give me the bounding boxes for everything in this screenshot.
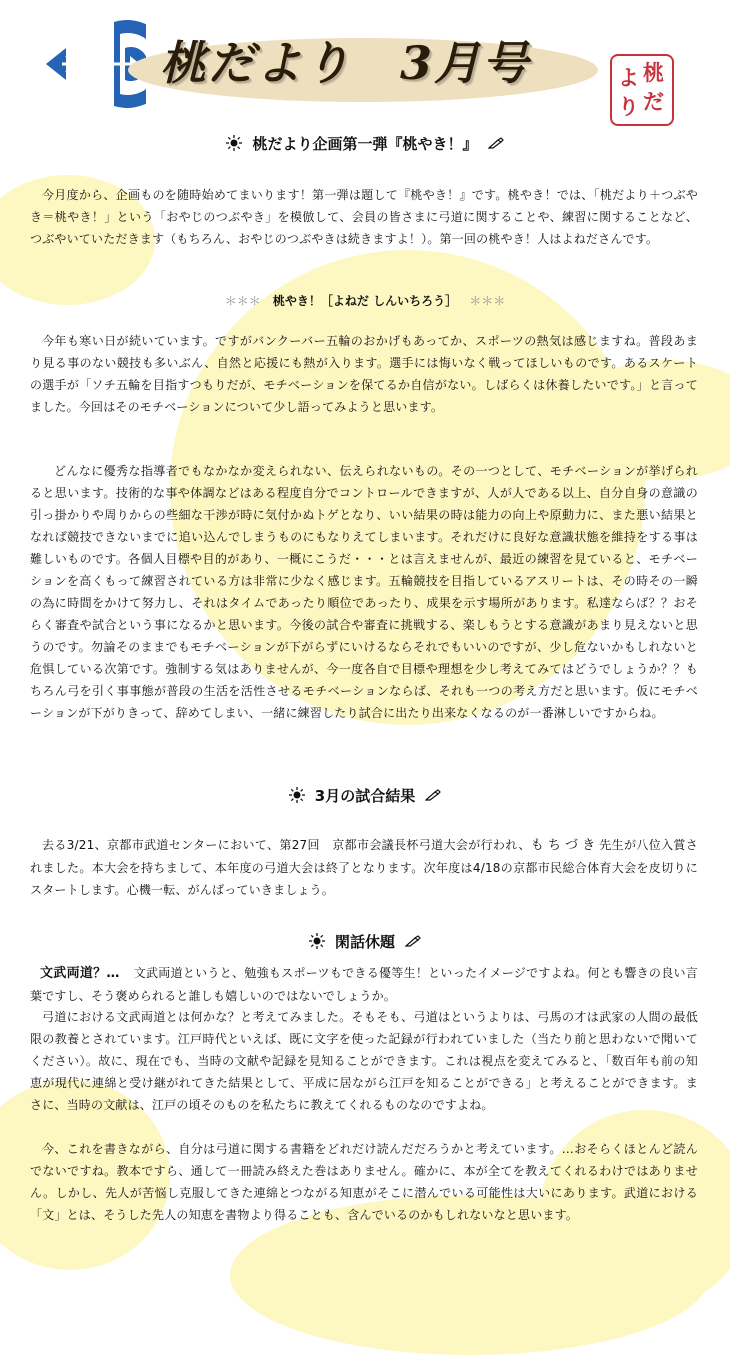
heading-text: 桃だより企画第一弾『桃やき！』	[252, 135, 478, 153]
seal-char: だ	[643, 89, 664, 114]
sun-icon	[289, 787, 305, 803]
results-text-after: 先生が八位入賞されました。本大会を持ちまして、本年度の弓道大会は終了となります。次年度は4/18の京都市民総合体育大会を皮切りにスタートします。心機一転、がんばっていきましょう。	[30, 838, 698, 897]
newsletter-seal	[610, 54, 674, 126]
momoyaki-paragraph-1: 今年も寒い日が続いています。ですがバンクーバー五輪のおかげもあってか、スポーツの熱気は感じますね。普段あまり見る事のない競技も多いぶん、自然と応援にも熱が入ります。選手には悔いなく戦ってほしいものです。あるスケートの選手が「ソチ五輪を目指すつもりだが、モチベーションを保てるか自信がない。しばらくは休養したいです。」と言ってました。今回はそのモチベーションについて少し語ってみようと思います。	[30, 334, 698, 414]
writing-hand-icon	[405, 935, 421, 947]
seal-char: 桃	[643, 60, 664, 85]
idle-paragraph-1	[30, 962, 698, 1007]
sun-icon	[226, 135, 242, 151]
results-name: もちづき	[530, 838, 600, 853]
idle-paragraph-2: 弓道における文武両道とは何かな？と考えてみました。そもそも、弓道はというよりは、弓馬の才は武家の人間の最低限の教養とされています。江戸時代といえば、既に文字を使った記録が行われていました（当たり前と思わないで聞いてください）。故に、現在でも、当時の文献や記録を見知ることができます。これは視点を変えてみると、「数百年も前の知恵が現代に連綿と受け継がれてきた結果として、平成に居ながら江戸を知ることができる」と考えることができます。まさに、当時の文献は、江戸の頃そのものを私たちに教えてくれるものなのですよね。	[30, 1010, 698, 1112]
seal-char: り	[618, 94, 639, 119]
sun-icon	[309, 933, 325, 949]
momoyaki-intro: 今月度から、企画ものを随時始めてまいります！第一弾は題して『桃やき！』です。桃やき！では、「桃だより＋つぶやき＝桃やき！」という「おやじのつぶやき」を模倣して、会員の皆さまに弓道に関することや、練習に関することなど、つぶやいていただきます（もちろん、おやじのつぶやきは続きますよ！）。第一回の桃やき！人はよねださんです。	[30, 188, 698, 246]
writing-hand-icon	[425, 789, 441, 801]
stars-decoration: ＊＊＊	[224, 294, 261, 308]
results-text-before: 去る3/21、京都市武道センターにおいて、第27回 京都市会議長杯弓道大会が行われ、	[42, 838, 531, 852]
momoyaki-paragraph-2: どんなに優秀な指導者でもなかなか変えられない、伝えられないもの。その一つとして、モチベーションが挙げられると思います。技術的な事や体調などはある程度自分でコントロールできますが、人が人である以上、自分自身の意識の引っ掛かりや周りからの些細な干渉が時に気付かぬトゲとなり、いい結果の時は能力の向上や原動力に、また悪い結果となれば競技できないまでに追い込んでしまうものにもなりえてしまいます。それだけに良好な意識状態を維持をする事は難しいものです。各個人目標や目的があり、一概にこうだ・・・とは言えませんが、最近の練習を見ていると、モチベーションを高くもって練習されている方は非常に少なく感じます。五輪競技を目指しているアスリートは、その時その一瞬の為に時間をかけて努力し、それはタイムであったり順位であったり、成果を示す場所があります。私達ならば？？おそらく審査や試合という事になるかと思います。今後の試合や審査に挑戦する、楽しもうとする意識があまり見えないと思うのです。勿論そのままでもモチベーションが下がらずにいけるならそれでもいいのですが、少し危ないかもしれないと危惧している次第です。強制する気はありませんが、今一度各自で目標や理想を少し考えてみてはどうでしょうか？？もちろん弓を引く事事態が普段の生活を活性させるモチベーションならば、それも一つの考え方だと思います。仮にモチベーションが下がりきって、辞めてしまい、一緒に練習したり試合に出たり出来なくなるのが一番淋しいですからね。	[30, 464, 698, 720]
idle-text-1: 文武両道というと、勉強もスポーツもできる優等生！といったイメージですよね。何とも響きの良い言葉ですし、そう褒められると誰しも嬉しいのではないでしょうか。	[30, 966, 698, 1003]
newsletter-title: 桃だより 3月号	[160, 36, 531, 90]
heading-text: 閑話休題	[334, 933, 395, 951]
section-heading-idle	[0, 931, 730, 953]
section-heading-results	[0, 785, 730, 807]
writing-hand-icon	[488, 137, 504, 149]
results-paragraph	[30, 834, 698, 901]
heading-text: 3月の試合結果	[314, 787, 416, 805]
sub-heading-text: 桃やき！［よねだ しんいちろう］	[272, 294, 458, 308]
stars-decoration: ＊＊＊	[469, 294, 506, 308]
idle-lead: 文武両道？…	[40, 966, 120, 981]
seal-char: よ	[618, 65, 639, 90]
archery-target-icon	[36, 14, 146, 114]
section-heading-momoyaki	[0, 133, 730, 155]
momoyaki-sub-heading	[0, 290, 730, 312]
idle-paragraph-3: 今、これを書きながら、自分は弓道に関する書籍をどれだけ読んだだろうかと考えています。…おそらくほとんど読んでないですね。教本ですら、通して一冊読み終えた巻はありません。確かに、本が全てを教えてくれるわけではありません。しかし、先人が苦悩し克服してきた連綿とつながる知恵がそこに潜んでいる可能性は大いにあります。武道における「文」とは、そうした先人の知恵を書物より得ることも、含んでいるのかもしれないなと思います。	[30, 1142, 698, 1222]
